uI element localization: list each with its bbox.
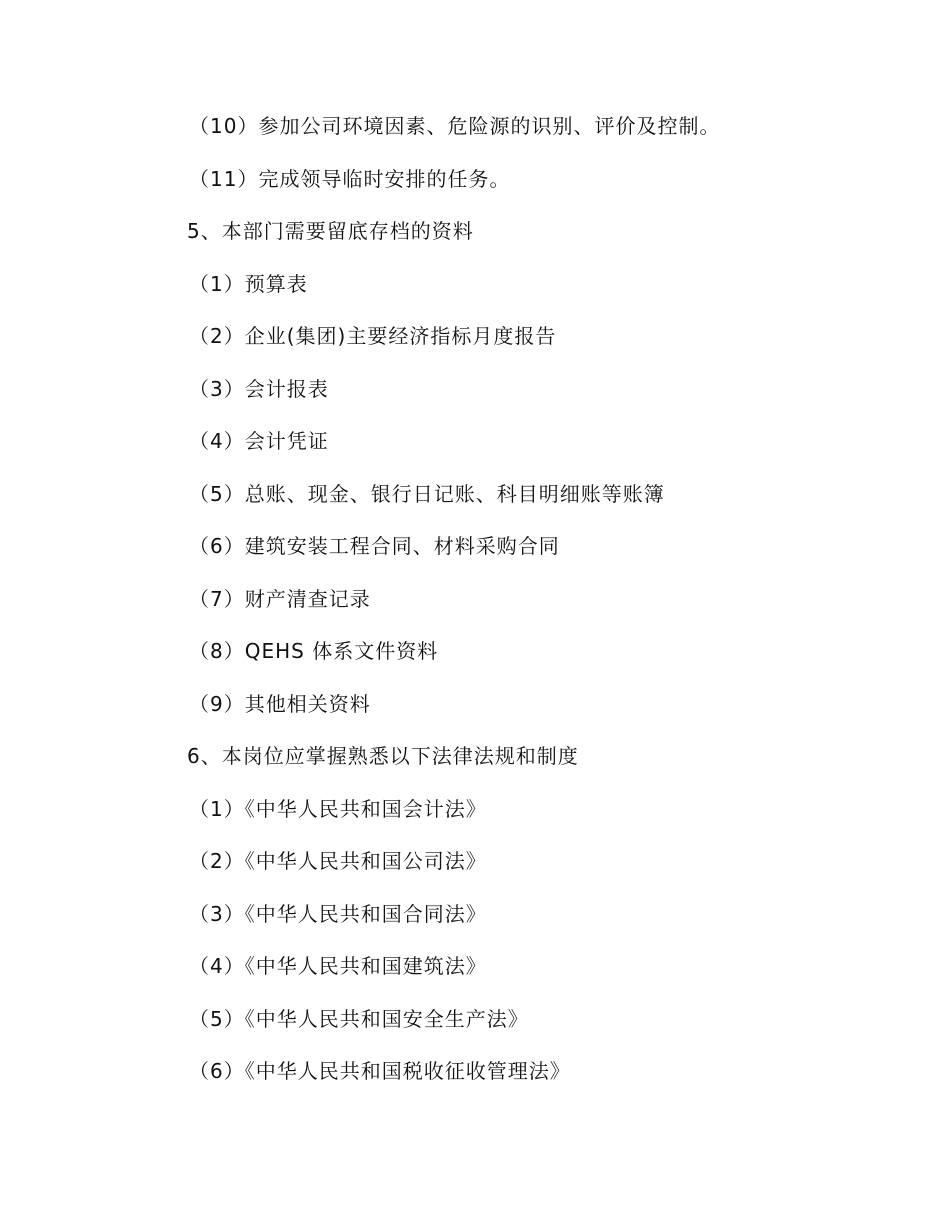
list-item-law-6: （6）《中华人民共和国税收征收管理法》 <box>189 1059 571 1083</box>
list-item-law-1: （1）《中华人民共和国会计法》 <box>189 797 487 821</box>
section-heading-archive-materials: 5、本部门需要留底存档的资料 <box>187 219 474 243</box>
list-item-archive-2: （2）企业(集团)主要经济指标月度报告 <box>189 324 557 348</box>
list-item-law-2: （2）《中华人民共和国公司法》 <box>189 849 487 873</box>
list-item-law-5: （5）《中华人民共和国安全生产法》 <box>189 1007 529 1031</box>
list-item-archive-5: （5）总账、现金、银行日记账、科目明细账等账簿 <box>189 482 665 506</box>
list-item-duty-11: （11）完成领导临时安排的任务。 <box>189 167 511 191</box>
list-item-archive-4: （4）会计凭证 <box>189 429 329 453</box>
list-item-archive-7: （7）财产清查记录 <box>189 587 371 611</box>
list-item-law-4: （4）《中华人民共和国建筑法》 <box>189 954 487 978</box>
list-item-archive-9: （9）其他相关资料 <box>189 692 371 716</box>
list-item-archive-6: （6）建筑安装工程合同、材料采购合同 <box>189 534 560 558</box>
list-item-duty-10: （10）参加公司环境因素、危险源的识别、评价及控制。 <box>189 114 721 138</box>
list-item-law-3: （3）《中华人民共和国合同法》 <box>189 902 487 926</box>
list-item-archive-1: （1）预算表 <box>189 272 308 296</box>
list-item-archive-8: （8）QEHS 体系文件资料 <box>189 639 439 663</box>
section-heading-laws-regulations: 6、本岗位应掌握熟悉以下法律法规和制度 <box>187 744 579 768</box>
list-item-archive-3: （3）会计报表 <box>189 377 329 401</box>
